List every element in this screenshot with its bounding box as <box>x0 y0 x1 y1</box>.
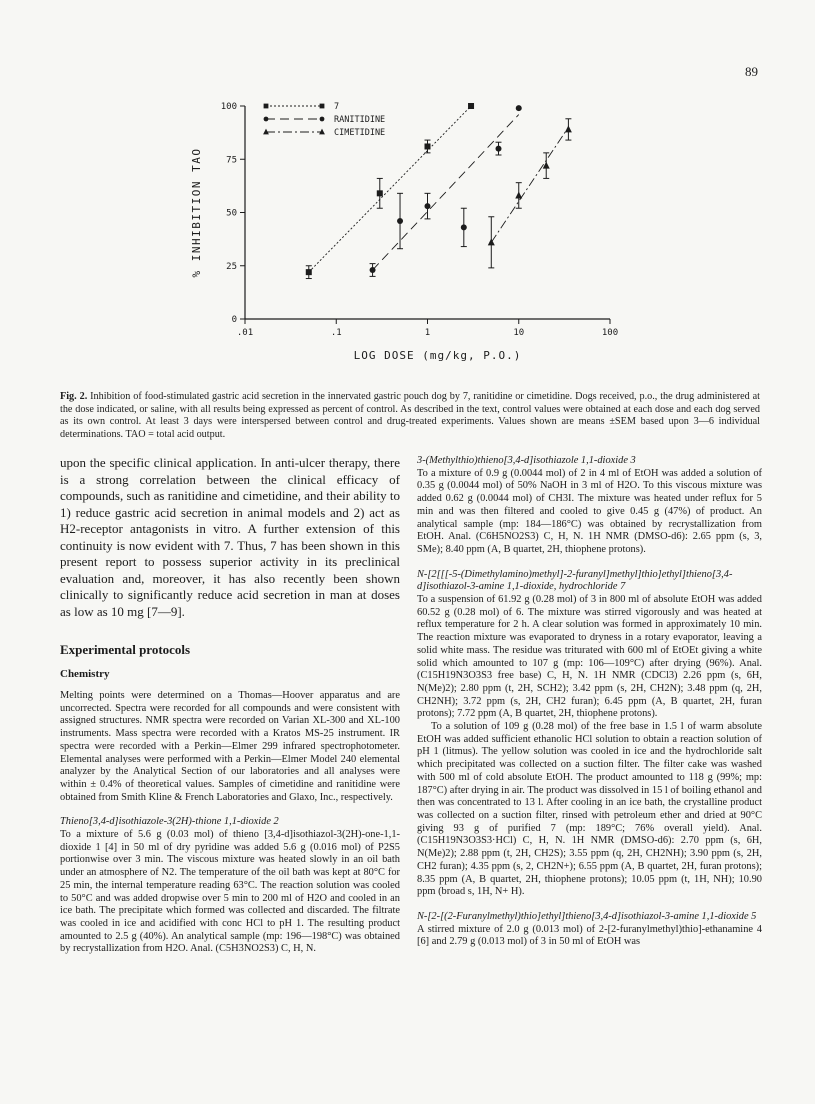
chart-axes <box>221 102 618 338</box>
x-tick-label: 100 <box>601 328 619 338</box>
y-tick-label: 50 <box>226 208 237 219</box>
legend-label: RANITIDINE <box>334 115 386 125</box>
page-number: 89 <box>745 64 758 79</box>
x-tick-label: .1 <box>330 328 342 338</box>
chemistry-paragraph: Melting points were determined on a Thomas—Hoover apparatus and are uncorrected. Spectra were recorded for all compounds and were consistent with assigned structures. NMR spectra were recorded on Varian XL-300 and XL-100 instruments. Mass spectra were recorded with a Kratos MS-25 instrument. IR spectra were recorded with a Perkin—Elmer 299 infrared spectrophotometer. Elemental analyses were performed with a Perkin—Elmer Model 240 elemental analyzer by the Analytical Section of our laboratories and all analyses were within ± 0.4% of theoretical values. Samples of cimetidine and ranitidine were obtained from Smith Kline & French Laboratories and Glaxo, Inc., respectively. <box>60 690 400 803</box>
legend-marker <box>320 104 325 109</box>
figure-caption <box>60 391 760 441</box>
data-point-7 <box>425 143 431 149</box>
data-point-ranitidine <box>461 224 467 230</box>
legend-label: 7 <box>334 102 340 112</box>
subsection-heading: Chemistry <box>60 668 110 680</box>
fit-line-cimetidine <box>491 127 568 242</box>
left-column <box>60 455 400 956</box>
data-point-7 <box>468 103 474 109</box>
data-point-ranitidine <box>516 105 522 111</box>
compound-2-text: To a mixture of 5.6 g (0.03 mol) of thieno [3,4-d]isothiazol-3(2H)-one-1,1-dioxide 1 [4] in 50 ml of dry pyridine was added 5.6 g (0.016 mol) of P2S5 portionwise over 3 min. The viscous mixture was heated slowly in an oil bath under an atmosphere of N2. The temperature of the oil bath was kept at 80°C for 25 min, the internal temperature reading 63°C. The reaction solution was cooled to 50°C and was added dropwise over 5 min to 200 ml of H2O and cooled in an ice bath. The precipitate which formed was collected and discarded. The filtrate was cooled in ice and acidified with conc HCl to pH 1. The resulting product amounted to 2.5 g (40%). An analytical sample (mp: 196—198°C) was obtained by recrystallization from H2O. Anal. (C5H3NO2S3) C, H, N. <box>60 829 400 955</box>
compound-2-title: Thieno[3,4-d]isothiazole-3(2H)-thione 1,1-dioxide 2 <box>60 816 279 828</box>
x-axis-label: LOG DOSE (mg/kg, P.O.) <box>353 349 522 362</box>
compound-7-text-1: To a suspension of 61.92 g (0.28 mol) of 3 in 800 ml of absolute EtOH was added 60.52 g (0.28 mol) of 6. The mixture was stirred vigorously and was heated at reflux temperature for 2 h. A clear solution was formed in approximately 10 min. The reaction mixture was evaporated to dryness in a rotary evaporator, leaving a solid white mass. The residue was triturated with 600 ml of EtOEt giving a white solid which amounted to 107 g (mp: 106—109°C) after drying (96%). Anal. (C15H19N3O3S3 free base) C, H, N. 1H NMR (CDCl3) 2.26 ppm (s, 6H, N(Me)2); 2.80 ppm (t, 2H, SCH2); 3.42 ppm (s, 2H, CH2N); 3.48 ppm (q, 2H, CH2NH); 3.72 ppm (s, 2H, CH2 furan); 6.45 ppm (A, B quartet, 2H, furan protons); 7.72 ppm (A, B quartet, 2H, thiophene protons). <box>417 594 762 720</box>
data-point-cimetidine <box>565 125 572 132</box>
legend-marker <box>320 117 325 122</box>
legend-marker <box>264 104 269 109</box>
data-point-cimetidine <box>515 191 522 198</box>
compound-7-title: N-[2[[[-5-(Dimethylamino)methyl]-2-furanyl]methyl]thio]ethyl]thieno[3,4-d]isothiazol-3-amine 1,1-dioxide, hydrochloride 7 <box>417 568 733 593</box>
compound-5-title: N-[2-[(2-Furanylmethyl)thio]ethyl]thieno[3,4-d]isothiazol-3-amine 1,1-dioxide 5 <box>417 910 757 922</box>
data-point-ranitidine <box>370 267 376 273</box>
section-heading: Experimental protocols <box>60 642 191 657</box>
figure-2 <box>180 92 650 362</box>
y-tick-label: 25 <box>226 261 237 272</box>
caption-label: Fig. 2. <box>60 391 88 403</box>
x-tick-label: 10 <box>513 328 525 338</box>
compound-7-text-2: To a solution of 109 g (0.28 mol) of the free base in 1.5 l of warm absolute EtOH was added sufficient ethanolic HCl solution to obtain a reaction solution of pH 1 (litmus). The yellow solution was cooled in ice and the hydrochloride salt which precipitated was collected on a suction filter. The filter cake was washed with 500 ml of cold absolute EtOH. The product amounted to 118 g (99%; mp: 187°C) after drying in air. The product was dissolved in 15 l of boiling ethanol and then was concentrated to 13 l. After cooling in an ice bath, the crystalline product was collected on a suction filter, rinsed with petroleum ether and dried at 90°C giving 93 g of purified 7 (mp: 189°C; 76% overall yield). Anal. (C15H19N3O3S3·HCl) C, H, N. 1H NMR (DMSO-d6): 2.70 ppm (s, 6H, N(Me)2); 2.88 ppm (t, 2H, CH2S); 3.55 ppm (q, 2H, CH2NH); 3.90 ppm (s, 2H, CH2 furan); 4.35 ppm (s, 2, CH2N+); 6.55 ppm (A, B quartet, 2H, furan protons); 8.35 ppm (A, B quartet, 2H, thiophene protons); 10.05 ppm (t, 1H, NH); 10.90 ppm (broad s, 1H, N+ H). <box>417 721 762 898</box>
y-tick-label: 75 <box>226 155 237 166</box>
legend-marker <box>264 117 269 122</box>
legend-label: CIMETIDINE <box>334 128 386 138</box>
fit-line-ranitidine <box>373 115 519 270</box>
data-point-7 <box>377 190 383 196</box>
data-point-cimetidine <box>543 162 550 169</box>
compound-5-text: A stirred mixture of 2.0 g (0.013 mol) of 2-[2-furanylmethyl)thio]-ethanamine 4 [6] and 2.79 g (0.013 mol) of 3 in 50 ml of EtOH was <box>417 923 762 948</box>
caption-text: Inhibition of food-stimulated gastric acid secretion in the innervated gastric pouch dog by 7, ranitidine or cimetidine. Dogs received, p.o., the drug administered at the dose indicated, or saline, with all results being expressed as percent of control. As described in the text, control values were obtained at each dose and each dog served as its own control. At least 3 days were interspersed between control and drug-treated experiments. Values shown are means ±SEM based upon 3—6 individual determinations. TAO = total acid output. <box>60 391 761 440</box>
compound-3-text: To a mixture of 0.9 g (0.0044 mol) of 2 in 4 ml of EtOH was added a solution of 0.35 g (0.0044 mol) of 50% NaOH in 3 ml of H2O. To this viscous mixture was added 0.62 g (0.0044 mol) of CH3I. The mixture was heated under reflux for 5 min and was then filtered and cooled to give 0.45 g (47%) of product. An analytical sample (mp: 184—186°C) was obtained by recrystallization from EtOH. Anal. (C6H5NO2S3) C, H, N. 1H NMR (DMSO-d6): 2.65 ppm (s, 3, SMe); 8.40 ppm (A, B quartet, 2H, thiophene protons). <box>417 467 762 555</box>
x-tick-label: .01 <box>236 328 254 338</box>
right-column <box>417 455 762 949</box>
compound-3-title: 3-(Methylthio)thieno[3,4-d]isothiazole 1,1-dioxide 3 <box>417 455 636 466</box>
y-axis-label: % INHIBITION TAO <box>190 147 203 278</box>
data-point-ranitidine <box>397 218 403 224</box>
chart-legend <box>263 102 385 138</box>
y-tick-label: 0 <box>231 315 237 325</box>
y-tick-label: 100 <box>220 102 237 112</box>
intro-paragraph: upon the specific clinical application. In anti-ulcer therapy, there is a strong correlation between the clinical efficacy of compounds, such as ranitidine and cimetidine, and their ability to 1) reduce gastric acid secretion in animal models and 2) act as H2-receptor antagonists in vitro. A further extension of this continuity is now evident with 7. Thus, 7 has been shown in this present report to possess superior activity in its preclinical evaluation and, moreover, it has also recently been shown clinically to significantly reduce acid secretion in man at doses as low as 10 mg [7—9]. <box>60 455 400 619</box>
x-tick-label: 1 <box>424 328 431 338</box>
dose-response-chart <box>180 92 650 362</box>
data-point-7 <box>306 269 312 275</box>
data-point-ranitidine <box>496 146 502 152</box>
data-point-ranitidine <box>425 203 431 209</box>
